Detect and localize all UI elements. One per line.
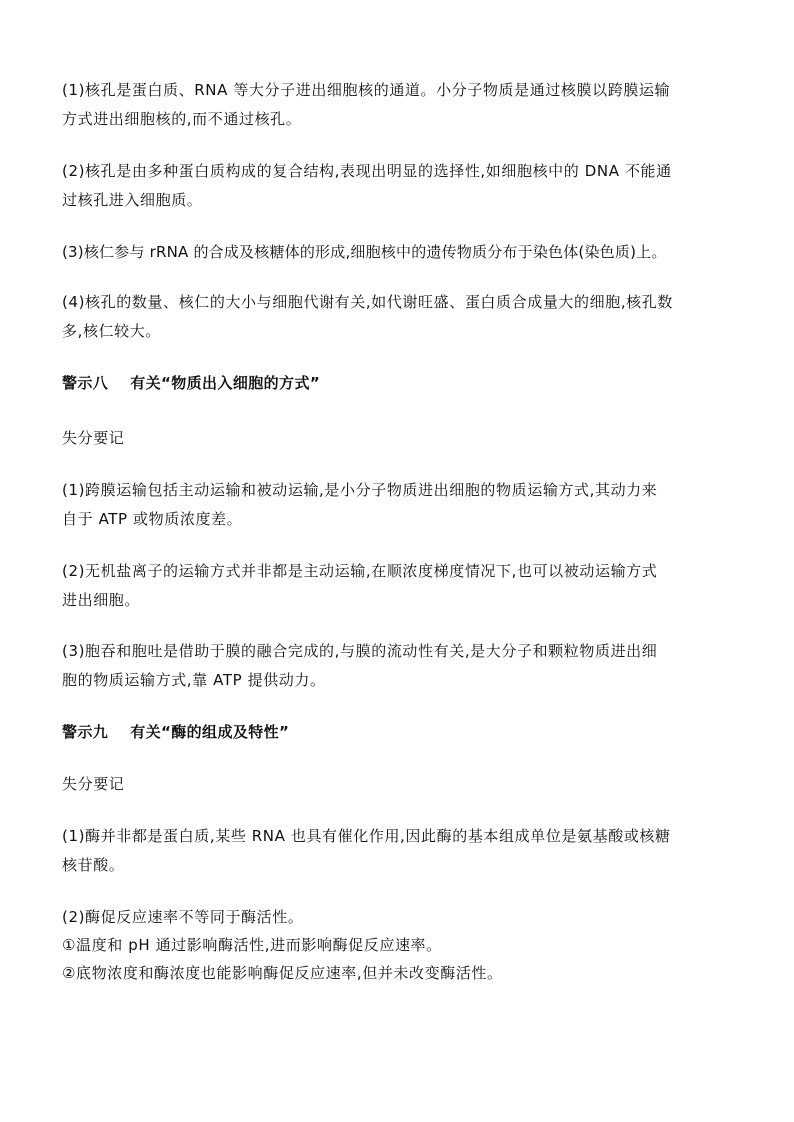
text-line: (1)跨膜运输包括主动运输和被动运输,是小分子物质进出细胞的物质运输方式,其动力来: [62, 481, 658, 499]
text-line: (3)胞吞和胞吐是借助于膜的融合完成的,与膜的流动性有关,是大分子和颗粒物质进出细: [62, 642, 658, 660]
section-heading-8: [62, 369, 734, 398]
text-line: (1)核孔是蛋白质、RNA 等大分子进出细胞核的通道。小分子物质是通过核膜以跨膜运输: [62, 81, 671, 99]
paragraph-nucleus-pore-2: [62, 157, 734, 215]
paragraph-nucleus-pore-1: [62, 76, 734, 134]
paragraph-enzyme-composition: [62, 822, 734, 880]
section-subtitle-8: [62, 424, 734, 453]
paragraph-ion-transport: [62, 557, 734, 615]
paragraph-metabolism: [62, 288, 734, 346]
text-line: (1)酶并非都是蛋白质,某些 RNA 也具有催化作用,因此酶的基本组成单位是氨基酸或核糖: [62, 827, 671, 845]
section-label: 警示八: [62, 374, 109, 392]
paragraph-endocytosis: [62, 637, 734, 695]
section-label: 警示九: [62, 723, 109, 741]
text-line: (3)核仁参与 rRNA 的合成及核糖体的形成,细胞核中的遗传物质分布于染色体(染色质)上。: [62, 243, 667, 261]
text-line: (2)酶促反应速率不等同于酶活性。: [62, 908, 304, 926]
section-subtitle-9: [62, 770, 734, 799]
paragraph-enzyme-activity: [62, 903, 734, 987]
text-line: ①温度和 pH 通过影响酶活性,进而影响酶促反应速率。: [62, 936, 442, 954]
section-heading-9: [62, 718, 734, 747]
text-line: ②底物浓度和酶浓度也能影响酶促反应速率,但并未改变酶活性。: [62, 964, 503, 982]
text-line: 进出细胞。: [62, 591, 141, 609]
text-line: 核苷酸。: [62, 856, 125, 874]
text-line: 胞的物质运输方式,靠 ATP 提供动力。: [62, 671, 326, 689]
text-line: (2)核孔是由多种蛋白质构成的复合结构,表现出明显的选择性,如细胞核中的 DNA 不能通: [62, 162, 672, 180]
text-line: 自于 ATP 或物质浓度差。: [62, 510, 243, 528]
text-line: (2)无机盐离子的运输方式并非都是主动运输,在顺浓度梯度情况下,也可以被动运输方式: [62, 562, 658, 580]
text-line: 过核孔进入细胞质。: [62, 191, 203, 209]
subtitle-text: 失分要记: [62, 429, 125, 447]
text-line: (4)核孔的数量、核仁的大小与细胞代谢有关,如代谢旺盛、蛋白质合成量大的细胞,核孔数: [62, 293, 673, 311]
subtitle-text: 失分要记: [62, 775, 125, 793]
section-title: 有关“酶的组成及特性”: [130, 723, 290, 741]
paragraph-nucleolus: [62, 238, 734, 267]
section-title: 有关“物质出入细胞的方式”: [130, 374, 321, 392]
text-line: 方式进出细胞核的,而不通过核孔。: [62, 110, 302, 128]
text-line: 多,核仁较大。: [62, 322, 161, 340]
paragraph-transmembrane: [62, 476, 734, 534]
